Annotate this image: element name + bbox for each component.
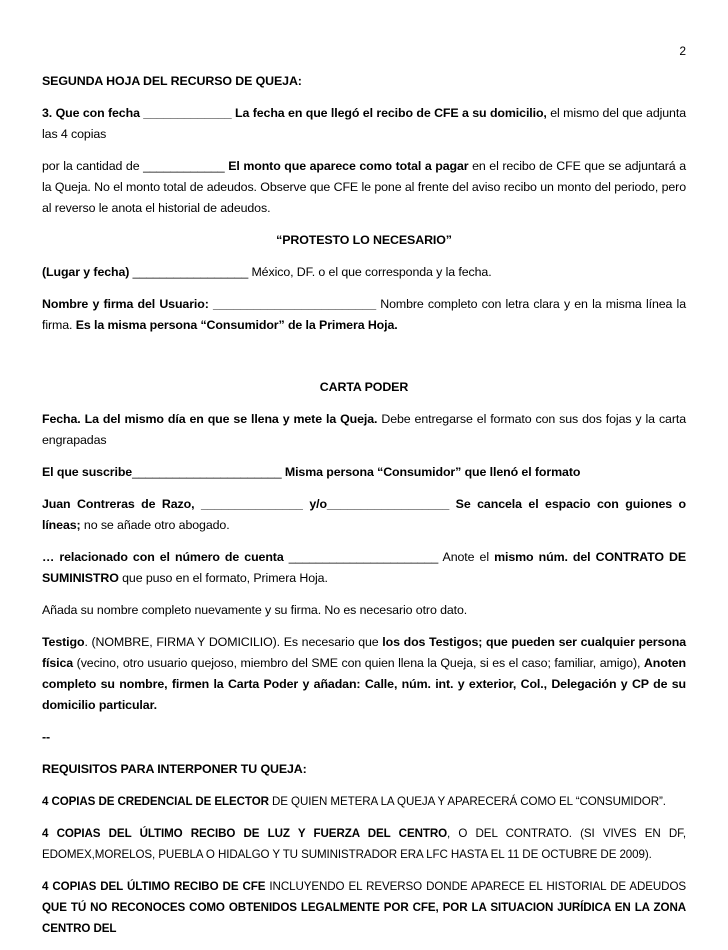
- paragraph: [42, 230, 686, 251]
- paragraph: [42, 103, 686, 145]
- bold-text: Es la misma persona “Consumidor” de la Primera Hoja.: [75, 318, 398, 332]
- text: en el recibo de CFE que se adjuntará a la Queja. No el monto total de adeudos. Observe que CFE le pone al frente del aviso recibo un monto del periodo, pero al reverso le anota el historial de adeudos.: [42, 159, 686, 215]
- bold-text: Nombre y firma del Usuario: ________________________: [42, 297, 376, 311]
- bold-text: QUE TÚ NO RECONOCES COMO OBTENIDOS LEGALMENTE POR CFE, POR LA SITUACION JURÍDICA EN LA ZONA CENTRO DEL: [42, 901, 686, 935]
- paragraph: [42, 156, 686, 219]
- text: Nombre completo con letra clara y en la misma línea la firma.: [42, 297, 686, 332]
- bold-text: Fecha. La del mismo día en que se llena y mete la Queja.: [42, 412, 378, 426]
- text: DE QUIEN METERA LA QUEJA Y APARECERÁ COMO EL “CONSUMIDOR”.: [268, 795, 666, 808]
- text: INCLUYENDO EL REVERSO DONDE APARECE EL HISTORIAL DE ADEUDOS: [265, 880, 687, 893]
- bold-text: Juan Contreras de Razo, _______________ y/o__________________ Se cancela el espacio con guiones o líneas;: [42, 497, 686, 532]
- paragraph: [42, 600, 686, 621]
- text: Debe entregarse el formato con sus dos fojas y la carta engrapadas: [42, 412, 686, 447]
- bold-text: Testigo: [42, 635, 85, 649]
- bold-text: “PROTESTO LO NECESARIO”: [276, 233, 452, 247]
- bold-text: --: [42, 730, 51, 744]
- bold-text: 4 COPIAS DEL ÚLTIMO RECIBO DE CFE: [42, 880, 266, 893]
- text: (vecino, otro usuario quejoso, miembro del SME con quien llena la Queja, si es el caso; familiar, amigo),: [73, 656, 644, 670]
- text: ______________________ Anote el: [283, 550, 495, 564]
- bold-text: Anoten completo su nombre, firmen la Carta Poder y añadan: Calle, núm. int. y exterior, Col., Delegación y CP de su domicilio particular.: [42, 656, 686, 712]
- text: por la cantidad de ____________: [42, 159, 229, 173]
- paragraph: [42, 71, 686, 92]
- paragraph: [42, 823, 686, 865]
- paragraph: [42, 632, 686, 716]
- text: ______________________: [132, 465, 285, 479]
- bold-text: REQUISITOS PARA INTERPONER TU QUEJA:: [42, 762, 307, 776]
- bold-text: SEGUNDA HOJA DEL RECURSO DE QUEJA:: [42, 74, 302, 88]
- paragraph-gap: [42, 347, 686, 377]
- paragraph: [42, 759, 686, 780]
- bold-text: 4 COPIAS DE CREDENCIAL DE ELECTOR: [42, 795, 269, 808]
- page-number: 2: [679, 44, 686, 58]
- text: que puso en el formato, Primera Hoja.: [118, 571, 328, 585]
- bold-text: 4 COPIAS DEL ÚLTIMO RECIBO DE LUZ Y FUERZA DEL CENTRO: [42, 827, 448, 840]
- document-body: [42, 71, 686, 950]
- paragraph: [42, 409, 686, 451]
- paragraph: [42, 494, 686, 536]
- paragraph: [42, 727, 686, 748]
- text: Añada su nombre completo nuevamente y su firma. No es necesario otro dato.: [42, 603, 468, 617]
- paragraph: [42, 876, 686, 939]
- text: _________________ México, DF. o el que corresponda y la fecha.: [129, 265, 492, 279]
- paragraph: [42, 791, 686, 812]
- bold-text: CARTA PODER: [319, 380, 409, 394]
- bold-text: mismo núm. del CONTRATO DE SUMINISTRO: [42, 550, 687, 585]
- text: no se añade otro abogado.: [80, 518, 230, 532]
- text: , O DEL CONTRATO. (SI VIVES EN DF, EDOMEX,MORELOS, PUEBLA O HIDALGO Y TU SUMINISTRADOR ERA LFC HASTA EL 11 DE OCTUBRE DE 2009).: [42, 827, 686, 861]
- bold-text: … relacionado con el número de cuenta: [42, 550, 284, 564]
- paragraph: [42, 462, 686, 483]
- paragraph: [42, 377, 686, 398]
- bold-text: 3. Que con fecha _____________ La fecha en que llegó el recibo de CFE a su domicilio,: [42, 106, 547, 120]
- paragraph: [42, 262, 686, 283]
- bold-text: El monto que aparece como total a pagar: [228, 159, 469, 173]
- text: . (NOMBRE, FIRMA Y DOMICILIO). Es necesario que: [84, 635, 383, 649]
- paragraph: [42, 294, 686, 336]
- bold-text: los dos Testigos; que pueden ser cualquier persona física: [42, 635, 686, 670]
- bold-text: (Lugar y fecha): [42, 265, 130, 279]
- text: el mismo del que adjunta las 4 copias: [42, 106, 686, 141]
- bold-text: El que suscribe: [42, 465, 133, 479]
- paragraph: [42, 547, 686, 589]
- bold-text: Misma persona “Consumidor” que llenó el formato: [284, 465, 581, 479]
